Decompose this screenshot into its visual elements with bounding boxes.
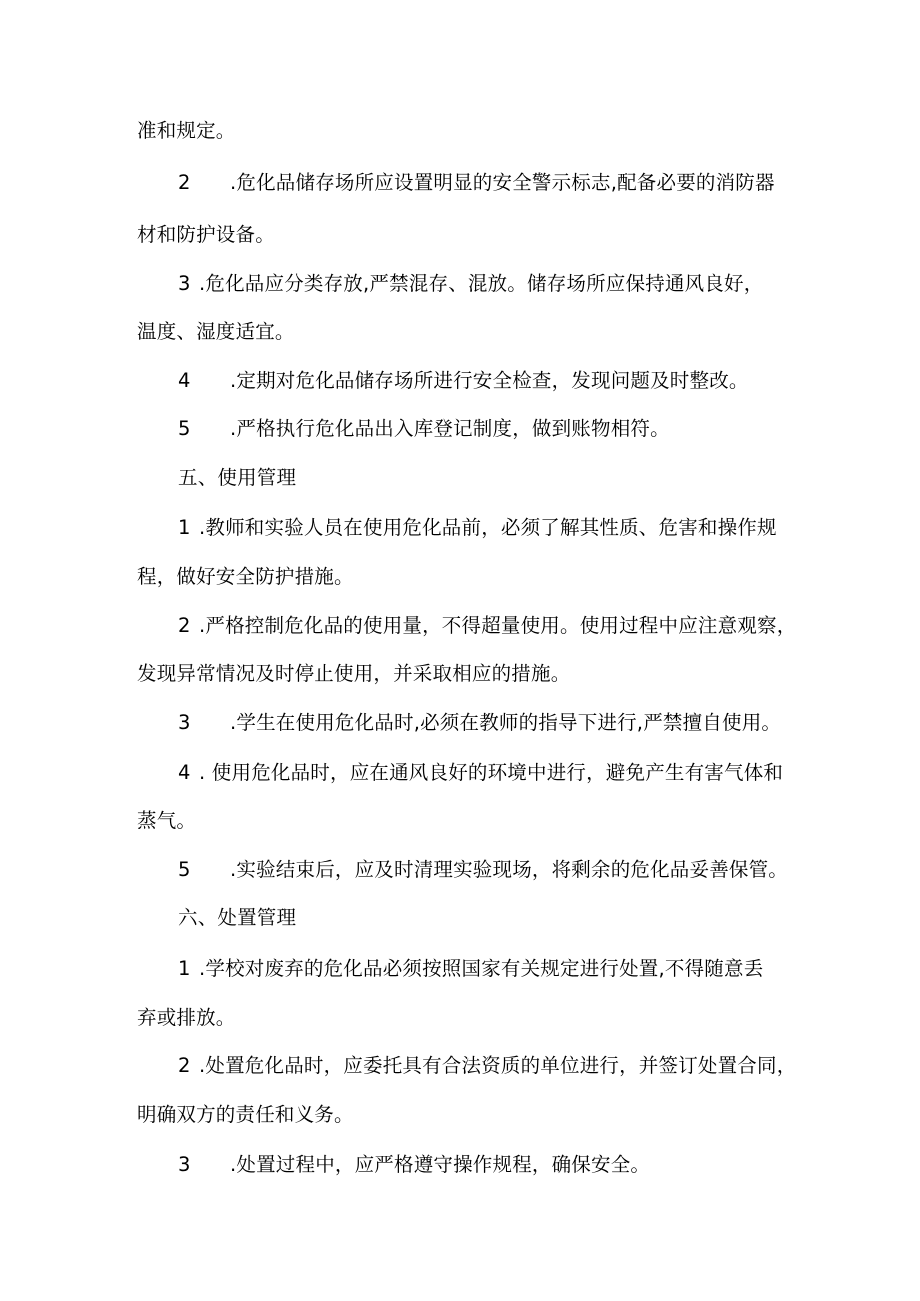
list-item-text: .危化品储存场所应设置明显的安全警示标志,配备必要的消防器: [230, 171, 775, 194]
list-item-number: 5: [178, 858, 191, 881]
list-item-text: .教师和实验人员在使用危化品前，必须了解其性质、危害和操作规: [199, 516, 777, 539]
list-item-number: 2: [178, 1054, 191, 1077]
list-item-number: 4: [178, 369, 191, 392]
list-item-number: 4: [178, 761, 191, 784]
list-item-number: 2: [178, 614, 191, 637]
list-item-text: 发现异常情况及时停止使用，并采取相应的措施。: [137, 662, 571, 685]
list-item-number: 5: [178, 417, 191, 440]
list-item-text: .处置危化品时，应委托具有合法资质的单位进行，并签订处置合同，: [199, 1054, 797, 1077]
list-item-text: 明确双方的责任和义务。: [137, 1103, 354, 1126]
list-item-text: . 使用危化品时，应在通风良好的环境中进行，避免产生有害气体和: [199, 761, 784, 784]
list-item-text: 蒸气。: [137, 809, 197, 832]
list-item-number: 1: [178, 957, 191, 980]
list-item-text: 材和防护设备。: [137, 223, 275, 246]
list-item-text: .处置过程中，应严格遵守操作规程，确保安全。: [230, 1153, 651, 1176]
section-heading: 六、处置管理: [178, 906, 297, 929]
list-item-text: 程，做好安全防护措施。: [137, 565, 354, 588]
list-item-text: .严格控制危化品的使用量，不得超量使用。使用过程中应注意观察，: [199, 614, 797, 637]
list-item-text: 弃或排放。: [137, 1006, 236, 1029]
paragraph-line: 准和规定。: [137, 119, 236, 142]
list-item-number: 3: [178, 272, 191, 295]
list-item-number: 1: [178, 516, 191, 539]
list-item-text: .定期对危化品储存场所进行安全检查，发现问题及时整改。: [230, 369, 749, 392]
list-item-number: 2: [178, 171, 191, 194]
list-item-text: .危化品应分类存放,严禁混存、混放。储存场所应保持通风良好，: [199, 272, 764, 295]
list-item-text: .严格执行危化品出入库登记制度，做到账物相符。: [230, 417, 670, 440]
list-item-text: 温度、湿度适宜。: [137, 320, 295, 343]
list-item-text: .学生在使用危化品时,必须在教师的指导下进行,严禁擅自使用。: [230, 711, 782, 734]
list-item-text: .学校对废弃的危化品必须按照国家有关规定进行处置,不得随意丢: [199, 957, 764, 980]
section-heading: 五、使用管理: [178, 466, 297, 489]
list-item-number: 3: [178, 1153, 191, 1176]
list-item-text: .实验结束后，应及时清理实验现场，将剩余的危化品妥善保管。: [230, 858, 788, 881]
list-item-number: 3: [178, 711, 191, 734]
